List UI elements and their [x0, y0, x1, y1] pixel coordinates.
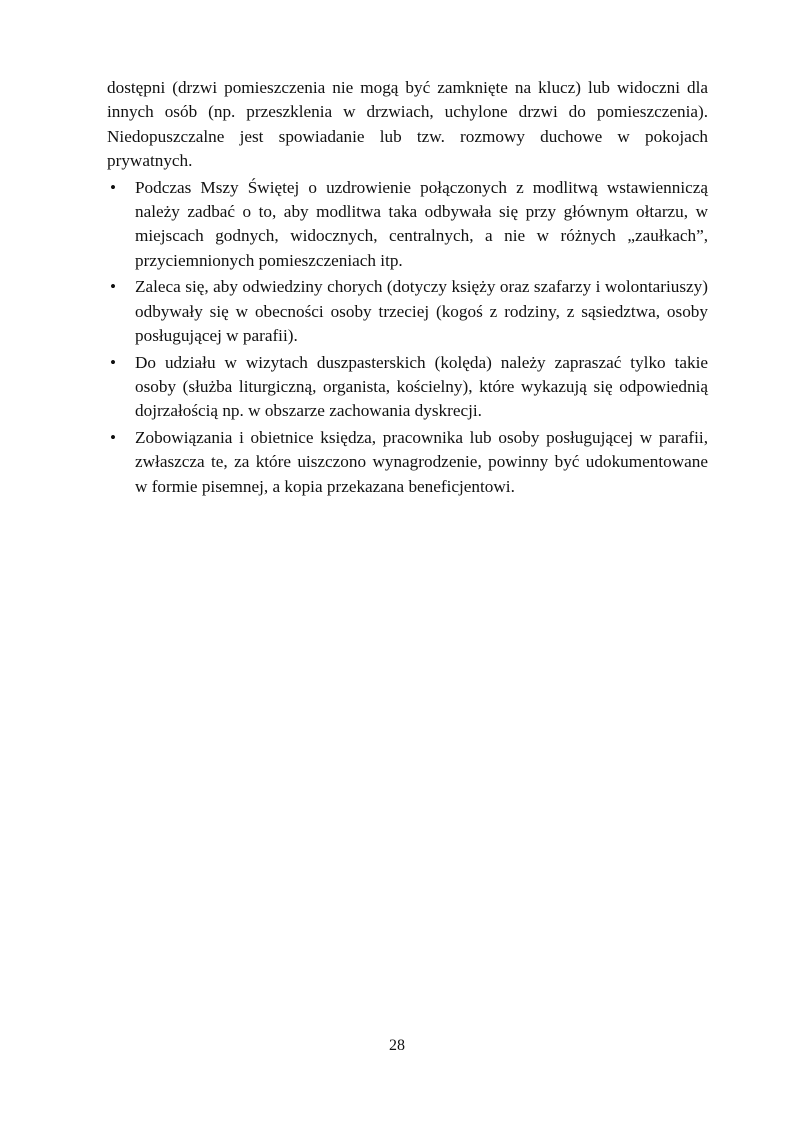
bullet-text: Zaleca się, aby odwiedziny chorych (dotyczy księży oraz szafarzy i wolontariuszy) odbywały się w obecności osoby trzeciej (kogoś z rodziny, z sąsiedztwa, osoby posługującej w parafii). [135, 277, 708, 345]
page-number: 28 [389, 1037, 405, 1054]
bullet-text: Zobowiązania i obietnice księdza, pracownika lub osoby posługującej w parafii, zwłaszcza te, za które uiszczono wynagrodzenie, powinny być udokumentowane w formie pisemnej, a kopia przekazana beneficjentowi. [135, 428, 708, 496]
page-content [107, 76, 708, 502]
bullet-item-1 [107, 176, 708, 273]
bullet-icon: • [110, 277, 117, 297]
bullet-item-4 [107, 426, 708, 499]
bullet-icon: • [110, 177, 117, 197]
bullet-icon: • [110, 352, 117, 372]
bullet-item-3 [107, 351, 708, 424]
bullet-item-2 [107, 275, 708, 348]
continuation-paragraph: dostępni (drzwi pomieszczenia nie mogą być zamknięte na klucz) lub widoczni dla innych osób (np. przeszklenia w drzwiach, uchylone drzwi do pomieszczenia). Niedopuszczalne jest spowiadanie lub tzw. rozmowy duchowe w pokojach prywatnych. [107, 78, 708, 170]
bullet-list [107, 176, 708, 499]
bullet-text: Do udziału w wizytach duszpasterskich (kolęda) należy zapraszać tylko takie osoby (służba liturgiczną, organista, kościelny), które wykazują się odpowiednią dojrzałością np. w obszarze zachowania dyskrecji. [135, 352, 708, 421]
bullet-text: Podczas Mszy Świętej o uzdrowienie połączonych z modlitwą wstawienniczą należy zadbać o to, aby modlitwa taka odbywała się przy głównym ołtarzu, w miejscach godnych, widocznych, centralnych, a nie w różnych „zaułkach”, przyciemnionych pomieszczeniach itp. [135, 177, 708, 270]
bullet-icon: • [110, 428, 117, 448]
